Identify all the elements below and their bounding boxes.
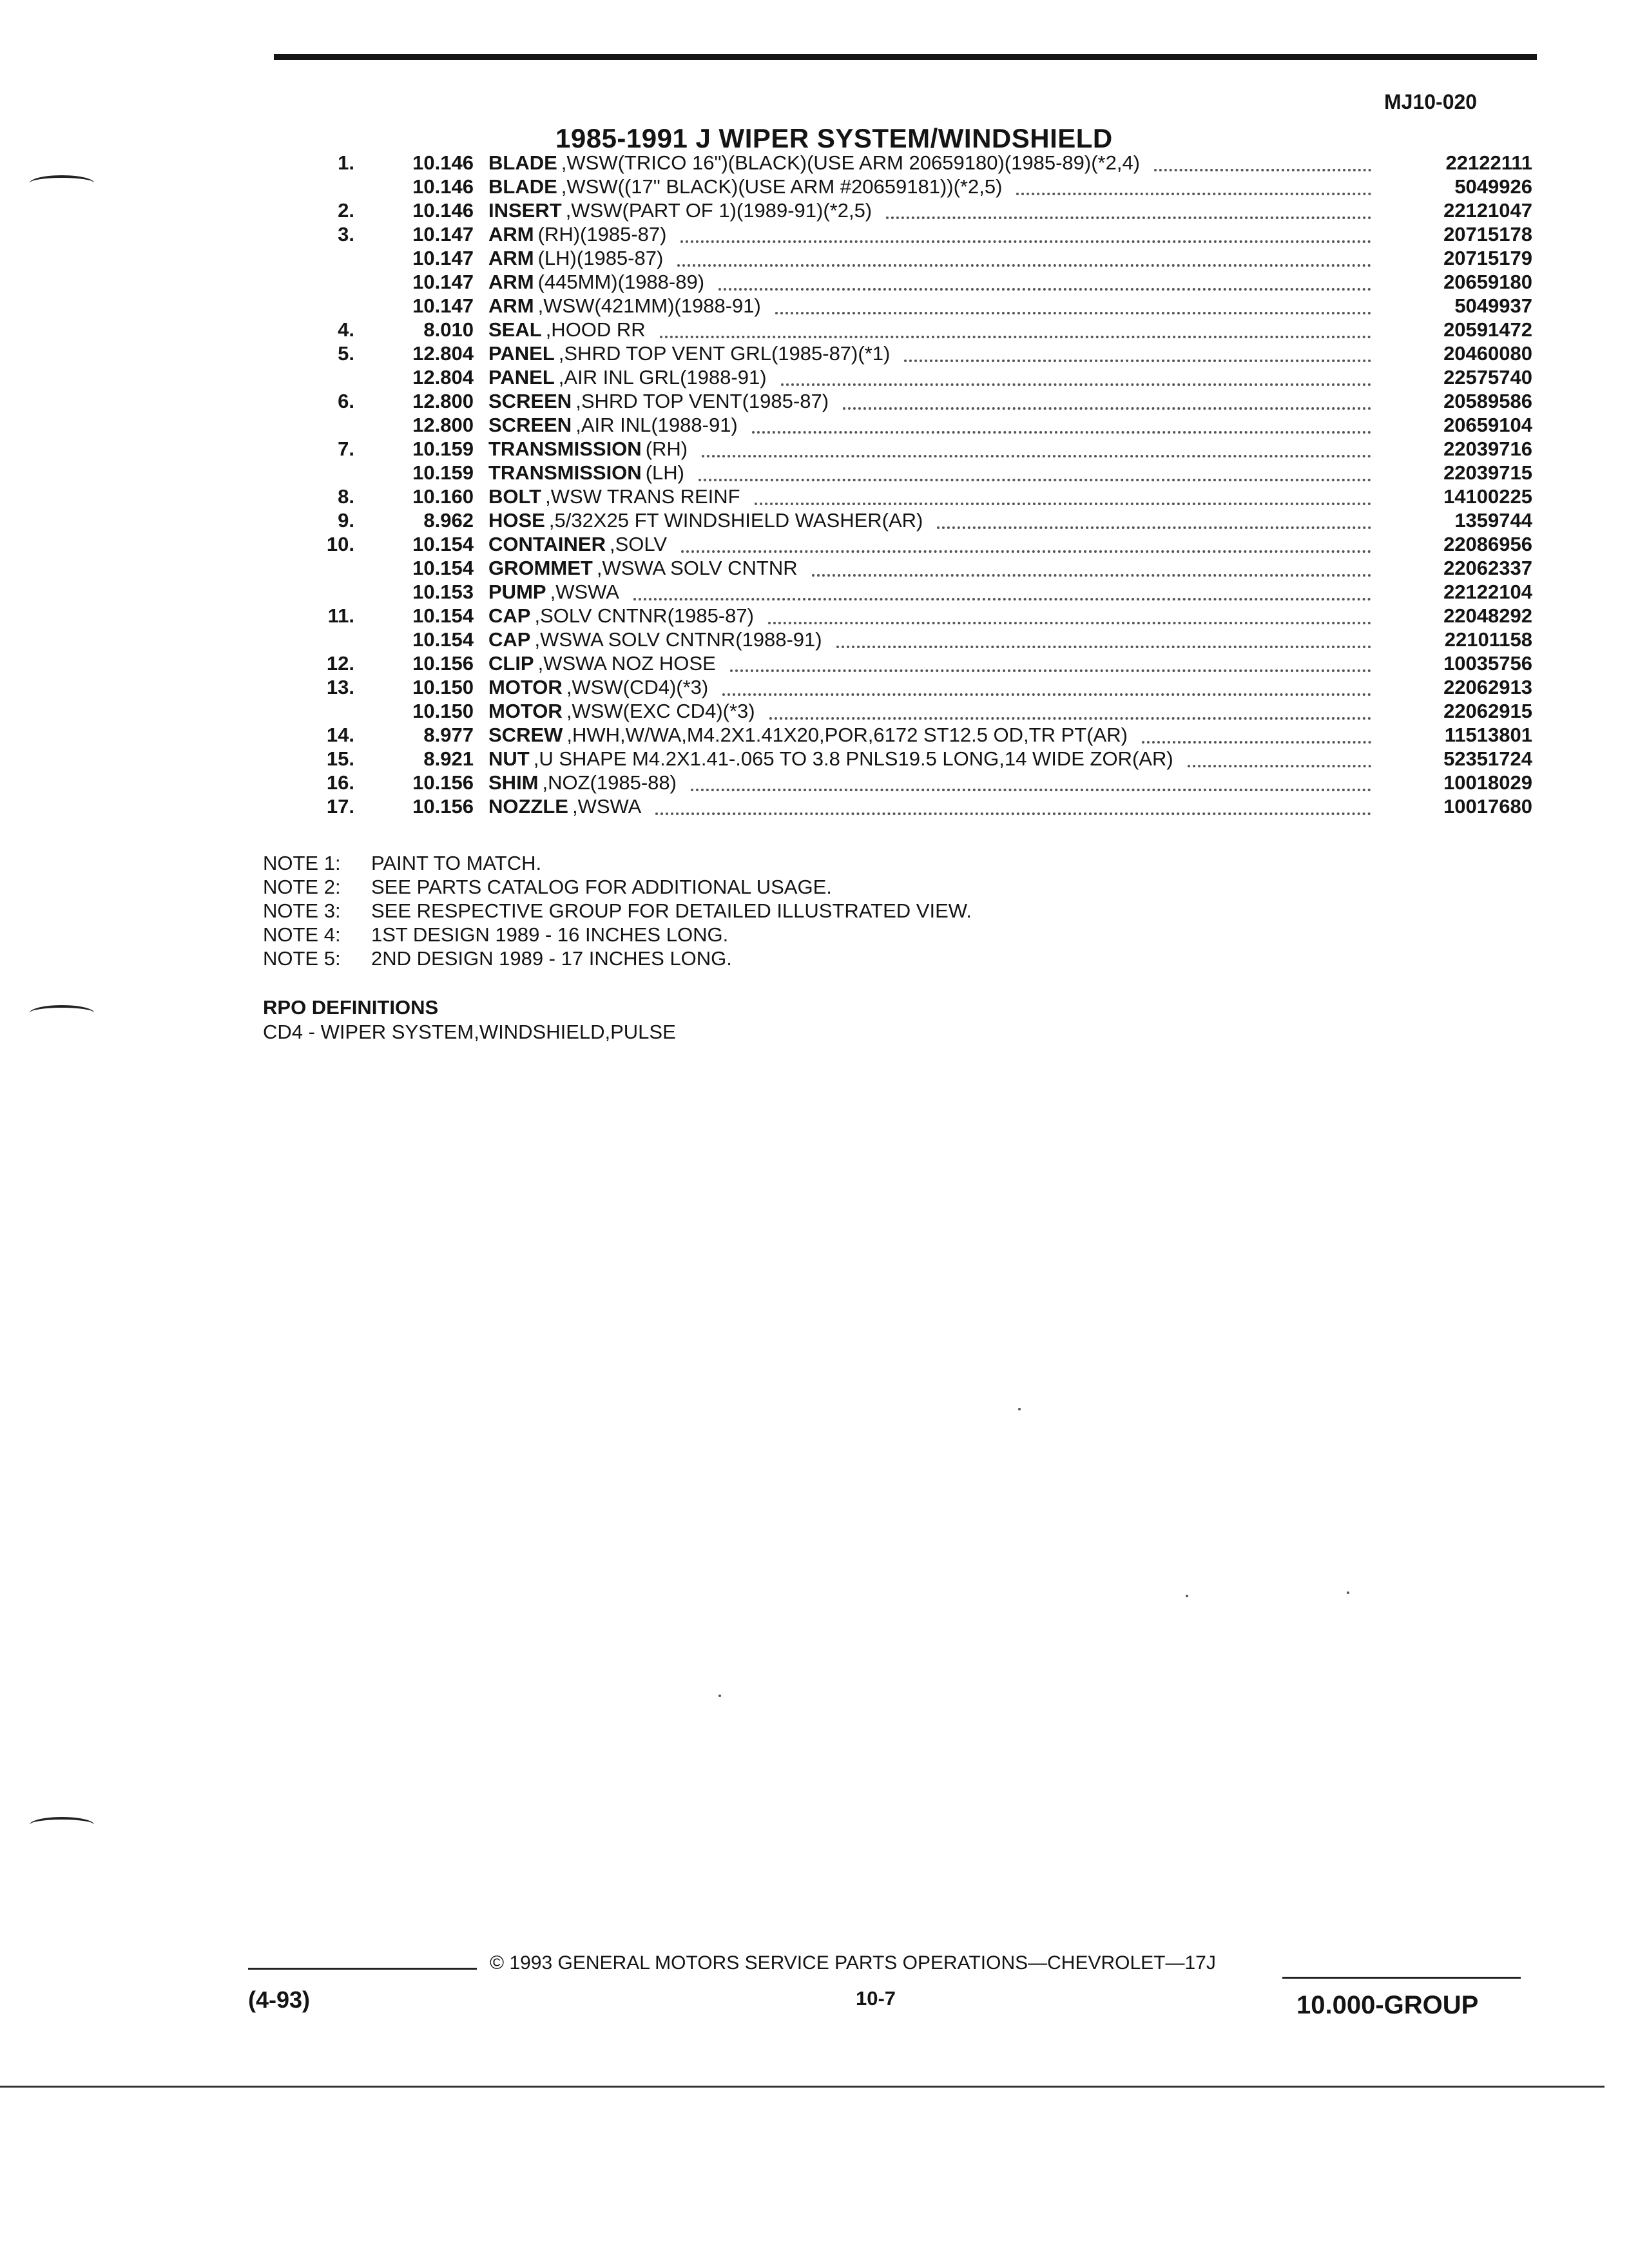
part-description [488, 724, 1128, 747]
part-detail: ,HOOD RR [545, 318, 646, 341]
part-detail: ,U SHAPE M4.2X1.41-.065 TO 3.8 PNLS19.5 LONG,14 WIDE ZOR(AR) [533, 747, 1173, 770]
item-number: 8. [338, 485, 354, 508]
part-detail: (LH)(1985-87) [537, 247, 664, 269]
part-row [0, 700, 1629, 724]
parts-list [0, 151, 1629, 819]
part-description [488, 747, 1173, 771]
part-description [488, 461, 684, 485]
part-number: 22122111 [1445, 151, 1532, 174]
dot-leader [691, 789, 1371, 791]
note-row [263, 899, 972, 923]
part-number: 10035756 [1443, 652, 1532, 675]
part-number: 22062337 [1443, 557, 1532, 579]
footer-rule-right [1282, 1977, 1521, 1979]
group-number: 12.800 [412, 390, 474, 412]
part-detail: ,SHRD TOP VENT(1985-87) [575, 390, 829, 412]
part-detail: ,WSWA SOLV CNTNR [596, 557, 798, 579]
part-detail: ,WSW(421MM)(1988-91) [537, 294, 761, 317]
group-number: 10.159 [412, 437, 474, 460]
group-number: 10.160 [412, 485, 474, 508]
part-detail: ,WSWA [572, 795, 642, 818]
part-description [488, 342, 890, 365]
part-row [0, 652, 1629, 676]
note-text: 1ST DESIGN 1989 - 16 INCHES LONG. [371, 923, 729, 946]
part-description [488, 533, 667, 556]
part-number: 22121047 [1443, 199, 1532, 222]
part-name: CLIP [488, 652, 534, 675]
part-number: 20659104 [1443, 414, 1532, 436]
footer-rule-left [248, 1968, 477, 1970]
part-description [488, 652, 716, 675]
group-number: 10.147 [412, 223, 474, 245]
dot-leader [775, 312, 1371, 314]
part-detail: ,WSWA SOLV CNTNR(1988-91) [534, 628, 822, 651]
part-description [488, 557, 798, 580]
part-row [0, 509, 1629, 533]
footer-copyright: © 1993 GENERAL MOTORS SERVICE PARTS OPERATIONS—CHEVROLET—17J [490, 1952, 1216, 1974]
dot-leader [660, 336, 1371, 338]
part-number: 22039716 [1443, 437, 1532, 460]
part-row [0, 557, 1629, 581]
part-detail: ,AIR INL GRL(1988-91) [558, 366, 767, 389]
group-number: 10.154 [412, 557, 474, 579]
note-label: NOTE 1: [263, 852, 341, 874]
part-number: 20659180 [1443, 271, 1532, 293]
part-number: 20715178 [1443, 223, 1532, 245]
dot-leader [681, 550, 1371, 553]
part-number: 22062913 [1443, 676, 1532, 698]
footer-group: 10.000-GROUP [1296, 1991, 1479, 2019]
page-title: 1985-1991 J WIPER SYSTEM/WINDSHIELD [555, 123, 1113, 153]
dot-leader [843, 407, 1371, 410]
dot-leader [718, 288, 1371, 291]
part-description [488, 437, 688, 461]
part-detail: ,5/32X25 FT WINDSHIELD WASHER(AR) [548, 509, 923, 532]
group-number: 10.146 [412, 151, 474, 174]
dot-leader [937, 526, 1371, 529]
part-row [0, 366, 1629, 390]
part-detail: ,WSW(EXC CD4)(*3) [566, 700, 755, 722]
group-number: 8.921 [423, 747, 474, 770]
dot-leader [680, 240, 1371, 243]
item-number: 12. [326, 652, 354, 675]
part-row [0, 151, 1629, 175]
rpo-definition: CD4 - WIPER SYSTEM,WINDSHIELD,PULSE [263, 1021, 676, 1043]
item-number: 2. [338, 199, 354, 222]
scan-speck [1347, 1591, 1349, 1594]
part-detail: ,WSWA [550, 581, 619, 603]
item-number: 1. [338, 151, 354, 174]
notes-section [263, 852, 972, 971]
part-number: 10017680 [1443, 795, 1532, 818]
part-number: 52351724 [1443, 747, 1532, 770]
dot-leader [755, 503, 1371, 505]
item-number: 10. [326, 533, 354, 555]
item-number: 4. [338, 318, 354, 341]
part-name: PANEL [488, 342, 555, 365]
part-row [0, 747, 1629, 771]
part-description [488, 414, 738, 437]
part-number: 10018029 [1443, 771, 1532, 794]
item-number: 14. [326, 724, 354, 746]
part-name: SCREEN [488, 414, 572, 436]
note-text: SEE RESPECTIVE GROUP FOR DETAILED ILLUSTRATED VIEW. [371, 899, 972, 922]
group-number: 8.977 [423, 724, 474, 746]
group-number: 10.146 [412, 199, 474, 222]
scan-speck [718, 1695, 721, 1697]
part-name: PUMP [488, 581, 546, 603]
item-number: 15. [326, 747, 354, 770]
part-number: 22062915 [1443, 700, 1532, 722]
part-number: 22086956 [1443, 533, 1532, 555]
part-row [0, 485, 1629, 509]
part-detail: ,WSW(TRICO 16")(BLACK)(USE ARM 20659180)(1985-89)(*2,4) [561, 151, 1141, 174]
item-number: 6. [338, 390, 354, 412]
part-row [0, 461, 1629, 485]
part-name: MOTOR [488, 700, 563, 722]
part-description [488, 390, 829, 413]
page-code: MJ10-020 [1384, 90, 1478, 113]
part-number: 20591472 [1443, 318, 1532, 341]
dot-leader [886, 216, 1371, 219]
group-number: 12.804 [412, 366, 474, 389]
dot-leader [702, 455, 1371, 457]
part-description [488, 247, 663, 270]
part-number: 20589586 [1443, 390, 1532, 412]
bottom-rule [0, 2086, 1605, 2088]
part-name: PANEL [488, 366, 555, 389]
dot-leader [722, 693, 1371, 696]
part-number: 1359744 [1454, 509, 1532, 532]
group-number: 10.147 [412, 271, 474, 293]
group-number: 10.153 [412, 581, 474, 603]
dot-leader [768, 622, 1371, 624]
part-row [0, 271, 1629, 294]
part-name: SHIM [488, 771, 539, 794]
part-number: 22039715 [1443, 461, 1532, 484]
part-detail: ,SOLV CNTNR(1985-87) [534, 604, 754, 627]
part-description [488, 628, 822, 651]
part-description [488, 581, 619, 604]
group-number: 10.147 [412, 294, 474, 317]
group-number: 8.962 [423, 509, 474, 532]
part-name: SCREW [488, 724, 563, 746]
dot-leader [769, 717, 1371, 720]
part-description [488, 151, 1140, 175]
part-row [0, 414, 1629, 437]
rpo-heading: RPO DEFINITIONS [263, 996, 439, 1019]
part-description [488, 175, 1002, 198]
part-name: ARM [488, 271, 534, 293]
part-description [488, 771, 677, 794]
scan-speck [1018, 1408, 1021, 1410]
part-name: SCREEN [488, 390, 572, 412]
part-name: NOZZLE [488, 795, 568, 818]
part-row [0, 342, 1629, 366]
part-name: BLADE [488, 175, 557, 198]
part-detail: ,SOLV [609, 533, 668, 555]
dot-leader [730, 669, 1371, 672]
part-detail: (RH) [645, 437, 688, 460]
part-row [0, 771, 1629, 795]
part-description [488, 294, 761, 318]
dot-leader [633, 598, 1371, 601]
footer-page-number: 10-7 [856, 1987, 896, 2010]
binder-hole-mark [30, 1817, 94, 1832]
dot-leader [752, 431, 1371, 434]
dot-leader [812, 574, 1371, 577]
group-number: 10.154 [412, 533, 474, 555]
group-number: 10.156 [412, 771, 474, 794]
part-name: ARM [488, 294, 534, 317]
part-name: GROMMET [488, 557, 593, 579]
part-name: SEAL [488, 318, 542, 341]
part-description [488, 485, 740, 508]
part-detail: ,WSW(PART OF 1)(1989-91)(*2,5) [565, 199, 872, 222]
part-name: ARM [488, 247, 534, 269]
scan-speck [1186, 1595, 1188, 1597]
part-name: CAP [488, 604, 531, 627]
part-description [488, 271, 704, 294]
group-number: 10.159 [412, 461, 474, 484]
part-number: 5049937 [1454, 294, 1532, 317]
group-number: 10.147 [412, 247, 474, 269]
part-description [488, 199, 872, 222]
part-row [0, 318, 1629, 342]
part-detail: ,AIR INL(1988-91) [575, 414, 738, 436]
part-row [0, 724, 1629, 747]
note-text: PAINT TO MATCH. [371, 852, 542, 874]
group-number: 10.150 [412, 676, 474, 698]
binder-hole-mark [30, 175, 94, 191]
dot-leader [677, 264, 1371, 267]
part-row [0, 390, 1629, 414]
part-row [0, 581, 1629, 604]
dot-leader [699, 479, 1371, 481]
part-description [488, 604, 754, 628]
part-detail: ,WSW(CD4)(*3) [566, 676, 709, 698]
part-name: BOLT [488, 485, 542, 508]
part-description [488, 676, 708, 699]
dot-leader [904, 360, 1371, 362]
item-number: 3. [338, 223, 354, 245]
note-label: NOTE 4: [263, 923, 341, 946]
part-row [0, 175, 1629, 199]
part-detail: ,WSWA NOZ HOSE [537, 652, 716, 675]
group-number: 10.156 [412, 652, 474, 675]
part-name: CONTAINER [488, 533, 606, 555]
dot-leader [655, 812, 1371, 815]
part-number: 11513801 [1444, 724, 1532, 746]
dot-leader [1016, 193, 1371, 195]
part-number: 22048292 [1443, 604, 1532, 627]
group-number: 10.154 [412, 604, 474, 627]
part-row [0, 223, 1629, 247]
note-row [263, 923, 972, 947]
group-number: 10.150 [412, 700, 474, 722]
part-name: TRANSMISSION [488, 437, 642, 460]
part-name: INSERT [488, 199, 562, 222]
group-number: 10.154 [412, 628, 474, 651]
part-name: NUT [488, 747, 530, 770]
part-detail: ,WSW TRANS REINF [545, 485, 740, 508]
note-row [263, 876, 972, 899]
part-detail: (LH) [645, 461, 684, 484]
part-row [0, 533, 1629, 557]
part-name: ARM [488, 223, 534, 245]
part-name: HOSE [488, 509, 545, 532]
group-number: 12.800 [412, 414, 474, 436]
part-number: 14100225 [1443, 485, 1532, 508]
top-rule [274, 54, 1537, 60]
note-text: SEE PARTS CATALOG FOR ADDITIONAL USAGE. [371, 876, 832, 898]
part-detail: ,HWH,W/WA,M4.2X1.41X20,POR,6172 ST12.5 OD,TR PT(AR) [566, 724, 1128, 746]
part-row [0, 294, 1629, 318]
part-row [0, 437, 1629, 461]
part-row [0, 795, 1629, 819]
group-number: 8.010 [423, 318, 474, 341]
part-description [488, 366, 767, 389]
group-number: 12.804 [412, 342, 474, 365]
note-row [263, 852, 972, 876]
item-number: 11. [327, 604, 354, 627]
part-detail: ,NOZ(1985-88) [542, 771, 677, 794]
footer-date-code: (4-93) [248, 1986, 311, 2013]
part-number: 20460080 [1443, 342, 1532, 365]
part-description [488, 223, 666, 246]
binder-hole-mark [30, 1005, 94, 1021]
group-number: 10.146 [412, 175, 474, 198]
part-detail: (RH)(1985-87) [537, 223, 667, 245]
part-row [0, 676, 1629, 700]
note-row [263, 947, 972, 971]
part-name: TRANSMISSION [488, 461, 642, 484]
part-description [488, 318, 646, 341]
item-number: 5. [338, 342, 354, 365]
part-description [488, 509, 923, 532]
part-row [0, 199, 1629, 223]
item-number: 13. [326, 676, 354, 698]
part-detail: ,SHRD TOP VENT GRL(1985-87)(*1) [558, 342, 891, 365]
note-label: NOTE 2: [263, 876, 341, 898]
item-number: 16. [326, 771, 354, 794]
part-row [0, 247, 1629, 271]
note-label: NOTE 5: [263, 947, 341, 970]
part-number: 22122104 [1443, 581, 1532, 603]
part-row [0, 604, 1629, 628]
item-number: 9. [338, 509, 354, 532]
dot-leader [836, 646, 1371, 648]
part-name: MOTOR [488, 676, 563, 698]
part-number: 22101158 [1444, 628, 1532, 651]
part-name: BLADE [488, 151, 557, 174]
part-detail: ,WSW((17" BLACK)(USE ARM #20659181))(*2,5) [561, 175, 1003, 198]
part-detail: (445MM)(1988-89) [537, 271, 705, 293]
note-label: NOTE 3: [263, 899, 341, 922]
group-number: 10.156 [412, 795, 474, 818]
part-number: 20715179 [1443, 247, 1532, 269]
item-number: 7. [338, 437, 354, 460]
part-row [0, 628, 1629, 652]
note-text: 2ND DESIGN 1989 - 17 INCHES LONG. [371, 947, 732, 970]
part-description [488, 700, 755, 723]
part-number: 22575740 [1443, 366, 1532, 389]
part-name: CAP [488, 628, 531, 651]
dot-leader [781, 383, 1371, 386]
part-description [488, 795, 641, 818]
item-number: 17. [326, 795, 354, 818]
part-number: 5049926 [1454, 175, 1532, 198]
